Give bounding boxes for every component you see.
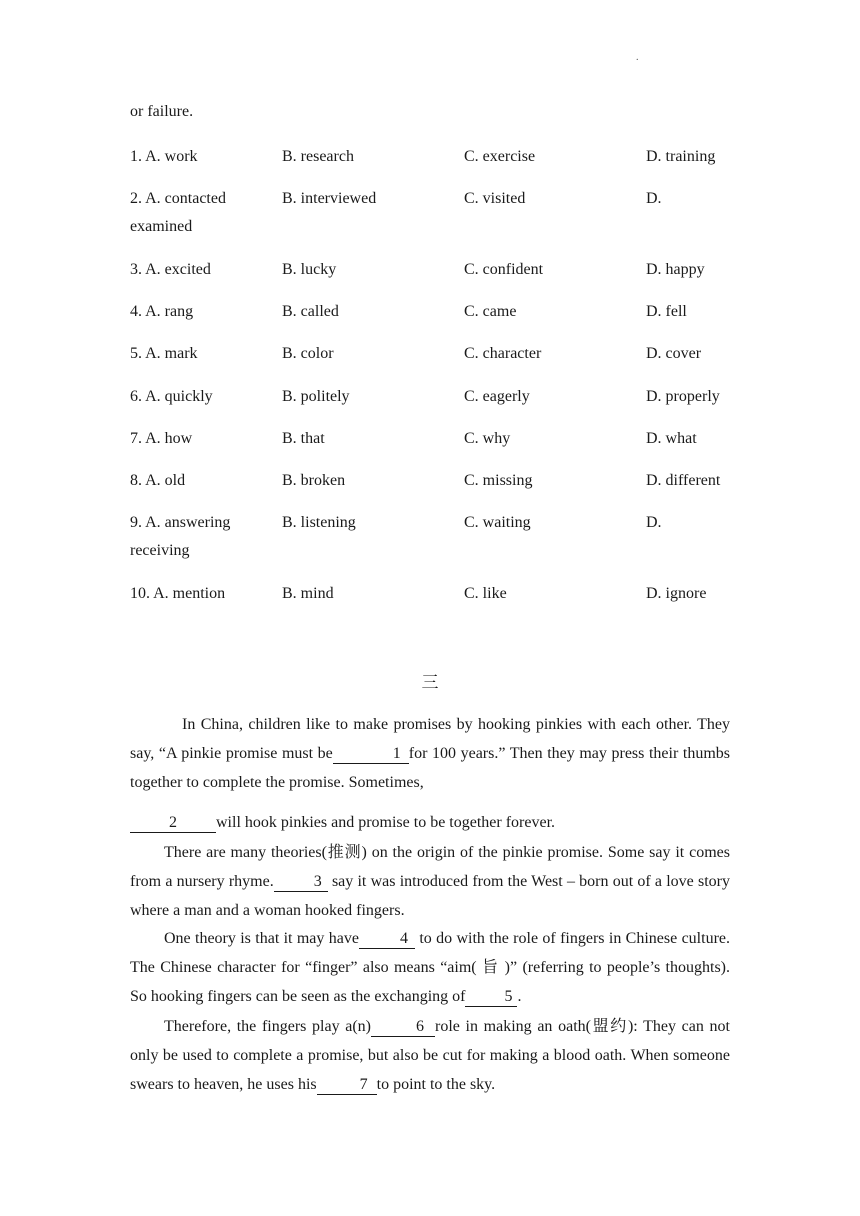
option-d: D. fell: [646, 303, 687, 320]
passage-text: In China, children like to make promises by hooking pinkies with each other. They say, “A pinkie promise must be: [130, 716, 730, 762]
blank-2: 2: [130, 814, 216, 833]
passage-text: role in making an oath(盟约): They can not only be used to complete a promise, but also be cut for making a blood oath. When someone swears to heaven, he uses his: [130, 1018, 730, 1093]
blank-3: 3: [274, 873, 328, 892]
option-d: D. cover: [646, 345, 702, 362]
blank-1: 1: [333, 745, 409, 764]
option-b: B. research: [282, 148, 354, 165]
passage-text: to do with the role of fingers in Chinese culture. The Chinese character for “finger” also means “aim( 旨 )” (referring to people’s thoughts). So hooking fingers can be seen as the exchanging of: [130, 930, 731, 1005]
passage-text: say it was introduced from the West – born out of a love story where a man and a woman hooked fingers.: [130, 873, 730, 919]
passage-paragraph-1: [130, 710, 730, 797]
option-b: B. politely: [282, 388, 350, 405]
option-c: C. visited: [464, 190, 526, 207]
option-d: D. happy: [646, 261, 705, 278]
option-c: C. confident: [464, 261, 544, 278]
option-d: D.: [646, 514, 662, 531]
option-a: 3. A. excited: [130, 261, 211, 278]
option-b: B. color: [282, 345, 334, 362]
option-d: D. different: [646, 472, 721, 489]
option-c: C. character: [464, 345, 542, 362]
passage-text: Therefore, the fingers play a(n): [164, 1018, 372, 1035]
option-b: B. listening: [282, 514, 356, 531]
intro-tail-text: or failure.: [130, 103, 194, 120]
option-d-wrap: examined: [130, 218, 193, 235]
passage-text: There are many theories(推测) on the origin of the pinkie promise. Some say it comes from a nursery rhyme.: [130, 844, 730, 890]
option-d: D. what: [646, 430, 697, 447]
option-b: B. called: [282, 303, 339, 320]
blank-5: 5: [465, 988, 517, 1007]
passage-paragraph-3: [130, 838, 730, 925]
option-b: B. interviewed: [282, 190, 377, 207]
passage-paragraph-4: [130, 924, 730, 1011]
option-a: 4. A. rang: [130, 303, 194, 320]
blank-6: 6: [371, 1018, 435, 1037]
option-d: D.: [646, 190, 662, 207]
option-c: C. eagerly: [464, 388, 530, 405]
passage-text: will hook pinkies and promise to be together forever.: [216, 814, 556, 831]
option-a: 5. A. mark: [130, 345, 198, 362]
option-a: 2. A. contacted: [130, 190, 226, 207]
option-c: C. came: [464, 303, 517, 320]
passage-text: to point to the sky.: [376, 1076, 496, 1093]
option-a: 1. A. work: [130, 148, 198, 165]
option-a: 9. A. answering: [130, 514, 231, 531]
option-c: C. missing: [464, 472, 533, 489]
passage-paragraph-5: [130, 1012, 730, 1099]
option-c: C. why: [464, 430, 511, 447]
section-heading: 三: [421, 673, 439, 692]
option-d-wrap: receiving: [130, 542, 190, 559]
option-a: 10. A. mention: [130, 585, 226, 602]
blank-4: 4: [359, 930, 415, 949]
option-b: B. lucky: [282, 261, 337, 278]
passage-paragraph-2: [130, 808, 730, 837]
option-b: B. broken: [282, 472, 346, 489]
option-b: B. mind: [282, 585, 334, 602]
option-d: D. training: [646, 148, 716, 165]
option-a: 8. A. old: [130, 472, 186, 489]
page-dot: .: [636, 52, 639, 63]
option-c: C. like: [464, 585, 507, 602]
option-a: 7. A. how: [130, 430, 193, 447]
passage-text: .: [517, 988, 522, 1005]
option-d: D. ignore: [646, 585, 707, 602]
option-c: C. waiting: [464, 514, 531, 531]
blank-7: 7: [317, 1076, 377, 1095]
passage-text: for 100 years.” Then they may press their thumbs together to complete the promise. Sometimes,: [130, 745, 730, 791]
option-a: 6. A. quickly: [130, 388, 213, 405]
option-d: D. properly: [646, 388, 720, 405]
option-c: C. exercise: [464, 148, 536, 165]
option-b: B. that: [282, 430, 325, 447]
passage-text: One theory is that it may have: [164, 930, 359, 947]
